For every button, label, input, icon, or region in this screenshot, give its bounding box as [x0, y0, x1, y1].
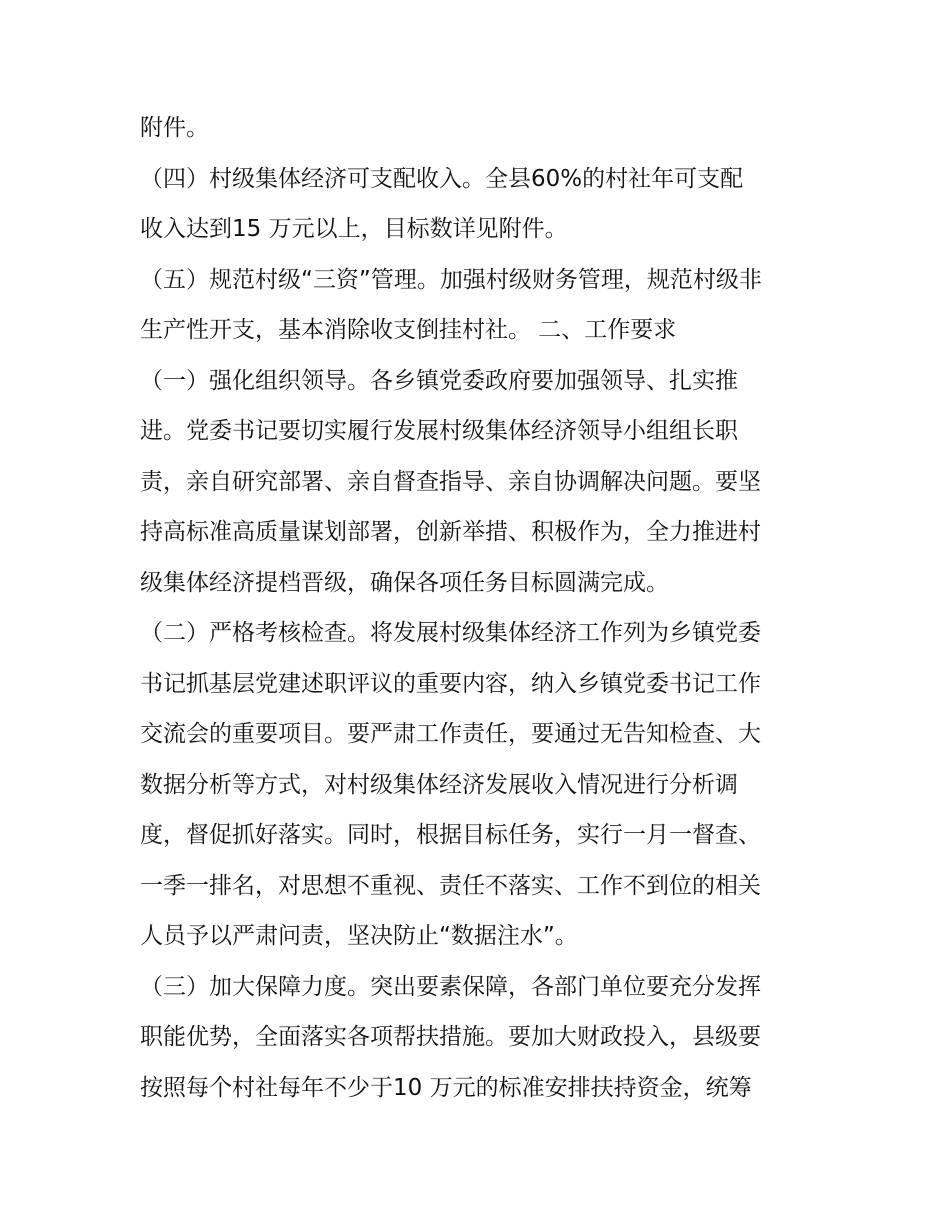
- body-text: [140, 103, 820, 1113]
- text-line: 职能优势，全面落实各项帮扶措施。要加大财政投入，县级要: [140, 1024, 761, 1050]
- text-line: 交流会的重要项目。要严肃工作责任，要通过无告知检查、大: [140, 721, 761, 747]
- text-line: 人员予以严肃问责，坚决防止“数据注水”。: [140, 923, 578, 949]
- text-line: 一季一排名，对思想不重视、责任不落实、工作不到位的相关: [140, 872, 761, 899]
- text-line: 数据分析等方式，对村级集体经济发展收入情况进行分析调: [140, 771, 738, 798]
- text-line: （二）严格考核检查。将发展村级集体经济工作列为乡镇党委: [140, 620, 761, 646]
- text-line: 度，督促抓好落实。同时，根据目标任务，实行一月一督查、: [140, 822, 761, 848]
- text-line: （三）加大保障力度。突出要素保障，各部门单位要充分发挥: [140, 973, 761, 1000]
- text-line: 收入达到15 万元以上，目标数详见附件。: [140, 216, 568, 242]
- text-line: 持高标准高质量谋划部署，创新举措、积极作为，全力推进村: [140, 519, 761, 545]
- text-line: 进。党委书记要切实履行发展村级集体经济领导小组组长职: [140, 418, 738, 444]
- text-line: 按照每个村社每年不少于10 万元的标准安排扶持资金，统筹: [140, 1074, 752, 1101]
- text-line: （五）规范村级“三资”管理。加强村级财务管理，规范村级非: [140, 266, 762, 293]
- text-line: 级集体经济提档晋级，确保各项任务目标圆满完成。: [140, 569, 669, 596]
- text-line: 书记抓基层党建述职评议的重要内容，纳入乡镇党委书记工作: [140, 670, 761, 697]
- text-line: 生产性开支，基本消除收支倒挂村社。 二、工作要求: [140, 317, 677, 343]
- text-line: （四）村级集体经济可支配收入。全县60%的村社年可支配: [140, 165, 744, 192]
- text-line: 责，亲自研究部署、亲自督查指导、亲自协调解决问题。要坚: [140, 468, 761, 495]
- text-line: 附件。: [140, 115, 209, 141]
- text-line: （一）强化组织领导。各乡镇党委政府要加强领导、扎实推: [140, 367, 738, 394]
